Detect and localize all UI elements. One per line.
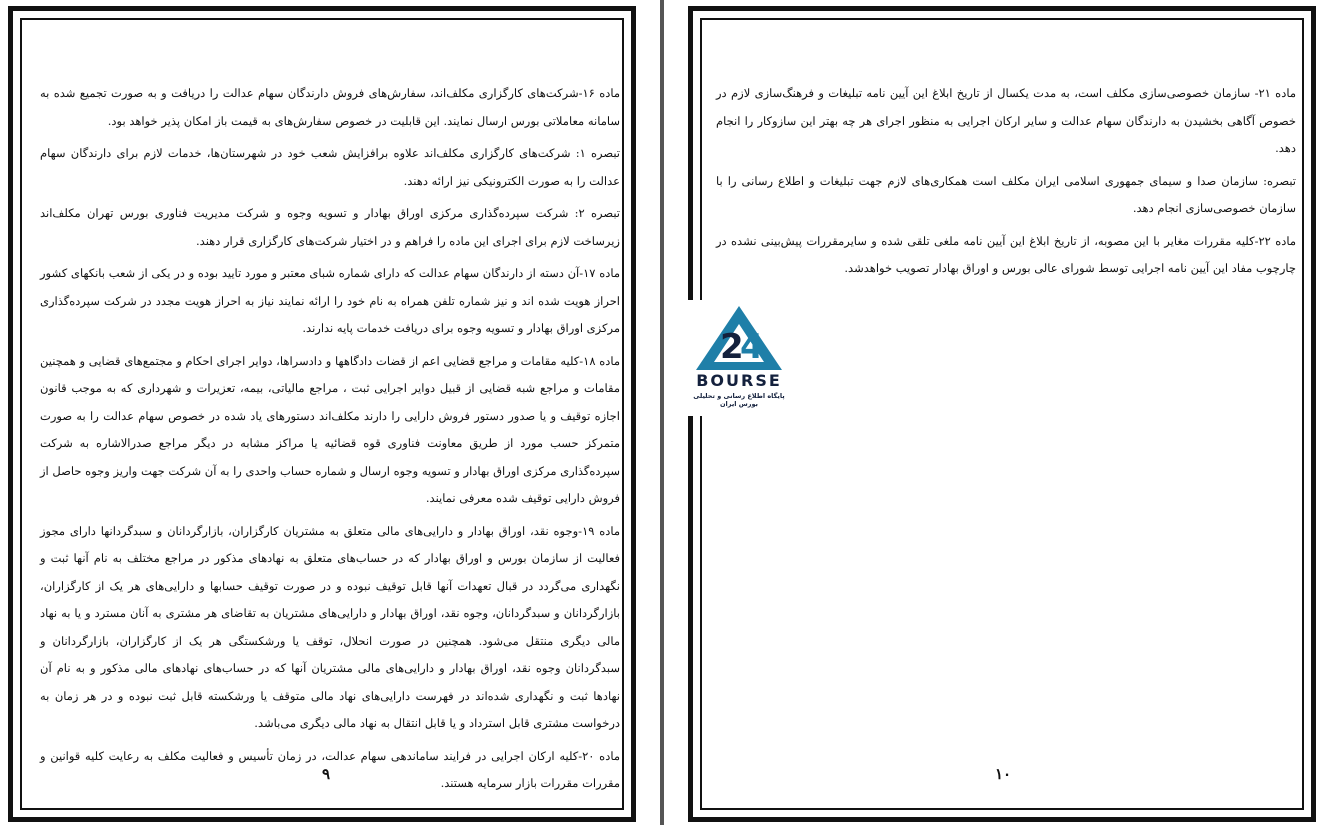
paragraph-article-17: ماده ۱۷-آن دسته از دارندگان سهام عدالت که دارای شماره شبای معتبر و مورد تایید بوده و در یکی از شعب بانکهای کشور احراز هویت شده اند و نیز شماره تلفن همراه به نام خود را ارائه نمایند نیاز به احراز هویت مجدد در شرکت سپرده‌گذاری مرکزی اوراق بهادار و تسویه وجوه برای دریافت خدمات پایه ندارند. bbox=[40, 266, 621, 335]
page-body-text bbox=[40, 80, 620, 803]
paragraph-note: تبصره: سازمان صدا و سیمای جمهوری اسلامی ایران مکلف است همکاری‌های لازم جهت تبلیغات و اطلاع رسانی را با سازمان خصوصی‌سازی انجام دهد. bbox=[716, 173, 1296, 215]
page-number: ۹ bbox=[322, 765, 331, 783]
svg-text:4: 4 bbox=[740, 327, 764, 367]
paragraph-note-2: تبصره ۲: شرکت سپرده‌گذاری مرکزی اوراق بهادار و تسویه وجوه و شرکت مدیریت فناوری بورس تهران مکلف‌اند زیرساخت لازم برای اجرای این ماده را فراهم و در اختیار شرکت‌های کارگزاری قرار دهند. bbox=[40, 206, 620, 248]
svg-text:2: 2 bbox=[720, 327, 744, 367]
document-page-left bbox=[0, 0, 660, 825]
paragraph-article-22: ماده ۲۲-کلیه مقررات مغایر با این مصوبه، از تاریخ ابلاغ این آیین نامه ملغی تلقی شده و سایرمقررات پیش‌بینی نشده در چارچوب مفاد این آیین نامه اجرایی توسط شورای عالی بورس و اوراق بهادار تصویب خواهدشد. bbox=[716, 233, 1296, 275]
logo-wordmark: BOURSE bbox=[696, 371, 782, 390]
page-number: ۱۰ bbox=[995, 765, 1012, 783]
bourse-logo bbox=[686, 300, 792, 416]
logo-tagline: پایگاه اطلاع رسانی و تحلیلی بورس ایران bbox=[693, 392, 785, 408]
paragraph-article-19: ماده ۱۹-وجوه نقد، اوراق بهادار و دارایی‌های مالی متعلق به مشتریان کارگزاران، بازارگردانان و سبدگردانها دارای مجوز فعالیت از سازمان بورس و اوراق بهادار که در حساب‌های متعلق به نهادهای مذکور در مراجع مختلف به نام آنها ثبت و نگهداری می‌گردد در قبال تعهدات آنها قابل توقیف نبوده و در صورت توقیف حسابها و دارایی‌های هر یک از کارگزاران، بازارگردانان و سبدگردانان، وجوه نقد، اوراق بهادار و دارایی‌های مشتریان به تقاضای هر مشتری به آنان مسترد و یا به نهاد مالی دیگری منتقل می‌شود. همچنین در صورت انحلال، توقف یا ورشکستگی هر یک از کارگزاران، بازارگردانان و سبدگردانان وجوه نقد، اوراق بهادار و دارایی‌های مالی مشتریان آنها که در حساب‌های نهادهای مالی مذکور و به نام آن نهادها ثبت و نگهداری شده‌اند در فهرست دارایی‌های نهاد مالی متوقف یا ورشکسته قابل ثبت نبوده و در هر زمان به درخواست مشتری قابل استرداد و یا قابل انتقال به نهاد مالی دیگری می‌باشد. bbox=[40, 523, 621, 730]
logo-mark-icon bbox=[686, 300, 792, 372]
paragraph-note-1: تبصره ۱: شرکت‌های کارگزاری مکلف‌اند علاوه برافزایش شعب خود در شهرستان‌ها، خدمات لازم برای دارندگان سهام عدالت را به صورت الکترونیکی نیز ارائه دهند. bbox=[40, 146, 620, 188]
paragraph-article-16: ماده ۱۶-شرکت‌های کارگزاری مکلف‌اند، سفارش‌های فروش دارندگان سهام عدالت را دریافت و به صورت تجمیع شده به سامانه معاملاتی بورس ارسال نمایند. این قابلیت در خصوص سفارش‌های به قیمت باز امکان پذیر خواهد بود. bbox=[40, 86, 620, 128]
paragraph-article-18: ماده ۱۸-کلیه مقامات و مراجع قضایی اعم از قضات دادگاهها و دادسراها، دوایر اجرای احکام و مجتمع‌های قضایی و همچنین مقامات و مراجع شبه قضایی از قبیل دوایر اجرایی ثبت ، مراجع مالیاتی، بیمه، تعزیرات و شهرداری که به موجب قانون اجازه توقیف و یا صدور دستور فروش دارایی را دارند مکلف‌اند دستورهای یاد شده در خصوص سهام عدالت را به صورت متمرکز حسب مورد از طریق معاونت فناوری قوه قضائیه یا مراکز مشابه در دیگر مراجع صدرالاشاره به شرکت سپرده‌گذاری مرکزی اوراق بهادار و تسویه وجوه ارسال و شماره حساب واحدی را به آن شرکت جهت واریز وجوه حاصل از فروش دارایی توقیف شده معرفی نمایند. bbox=[40, 353, 621, 505]
page-body-text bbox=[716, 80, 1296, 288]
paragraph-article-20: ماده ۲۰-کلیه ارکان اجرایی در فرایند ساماندهی سهام عدالت، در زمان تأسیس و فعالیت مکلف به رعایت کلیه قوانین و مقررات مقررات بازار سرمایه هستند. bbox=[40, 748, 620, 790]
paragraph-article-21: ماده ۲۱- سازمان خصوصی‌سازی مکلف است، به مدت یکسال از تاریخ ابلاغ این آیین نامه تبلیغات و فرهنگ‌سازی لازم در خصوص آگاهی بخشیدن به دارندگان سهام عدالت و سایر ارکان اجرایی به منظور اجرای هر چه بهتر این سازوکار را انجام دهد. bbox=[716, 86, 1296, 155]
